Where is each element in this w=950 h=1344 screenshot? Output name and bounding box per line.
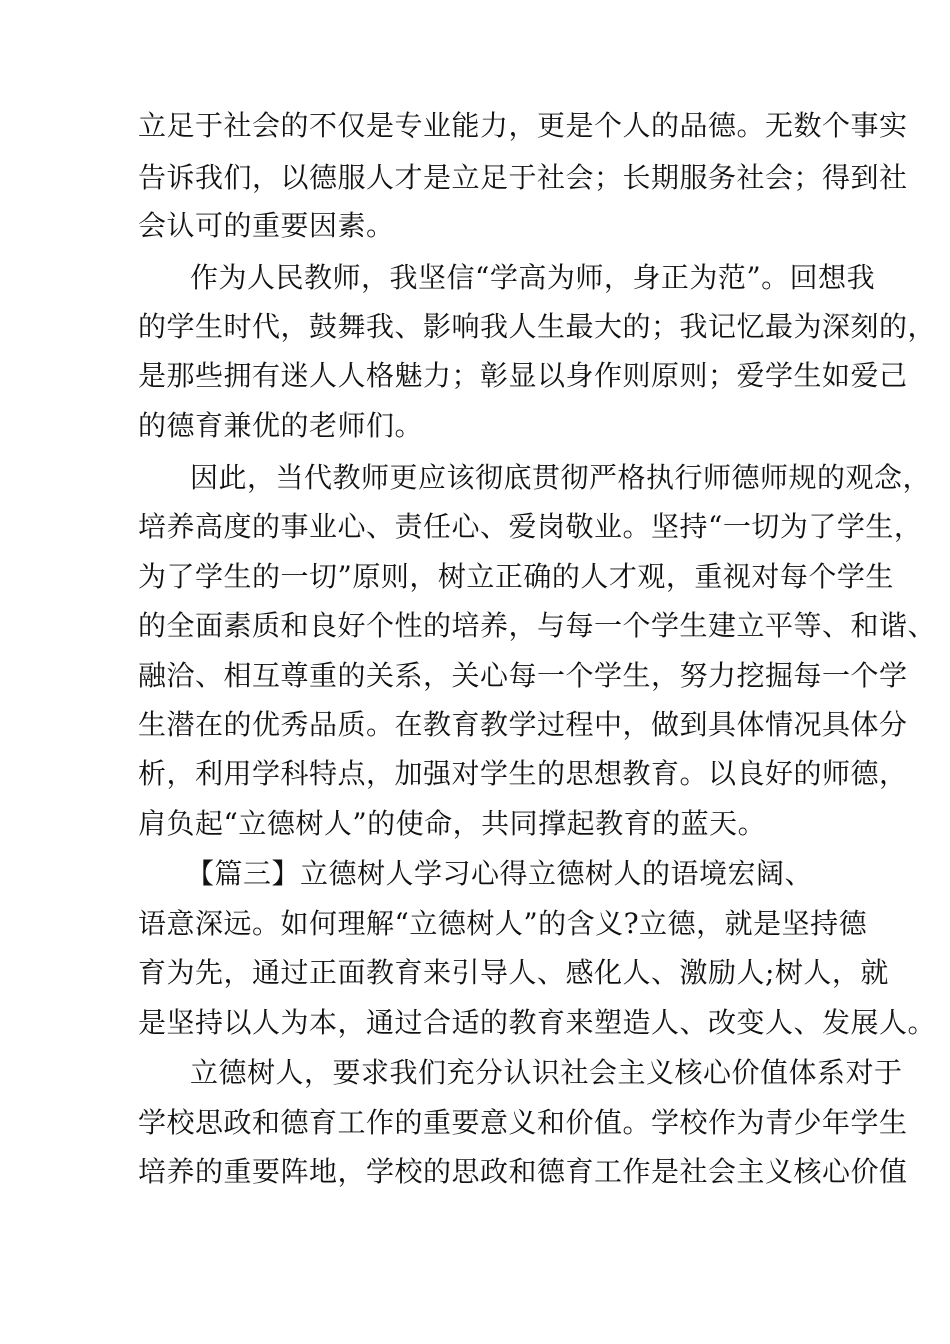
text-line: 因此，当代教师更应该彻底贯彻严格执行师德师规的观念， [190, 461, 932, 494]
text-line: 为了学生的一切”原则，树立正确的人才观，重视对每个学生 [138, 560, 894, 593]
text-line: 作为人民教师，我坚信“学高为师，身正为范”。回想我 [190, 261, 876, 294]
text-line: 是那些拥有迷人人格魅力；彰显以身作则原则；爱学生如爱己 [138, 359, 908, 392]
text-line: 肩负起“立德树人”的使命，共同撑起教育的蓝天。 [138, 807, 767, 840]
text-line: 的全面素质和良好个性的培养，与每一个学生建立平等、和谐、 [138, 609, 937, 642]
text-line: 是坚持以人为本，通过合适的教育来塑造人、改变人、发展人。 [138, 1006, 937, 1039]
text-line: 培养高度的事业心、责任心、爱岗敬业。坚持“一切为了学生， [138, 510, 923, 543]
text-line: 语意深远。如何理解“立德树人”的含义?立德，就是坚持德 [138, 907, 868, 940]
text-line: 学校思政和德育工作的重要意义和价值。学校作为青少年学生 [138, 1106, 908, 1139]
text-line: 立德树人，要求我们充分认识社会主义核心价值体系对于 [190, 1056, 903, 1089]
text-line: 告诉我们，以德服人才是立足于社会；长期服务社会；得到社 [138, 161, 908, 194]
text-line: 的德育兼优的老师们。 [138, 409, 424, 442]
text-line: 的学生时代，鼓舞我、影响我人生最大的；我记忆最为深刻的， [138, 310, 937, 343]
text-line: 析，利用学科特点，加强对学生的思想教育。以良好的师德， [138, 757, 908, 790]
text-line: 育为先，通过正面教育来引导人、感化人、激励人;树人，就 [138, 956, 889, 989]
text-line: 培养的重要阵地，学校的思政和德育工作是社会主义核心价值 [138, 1155, 908, 1188]
text-line: 融洽、相互尊重的关系，关心每一个学生，努力挖掘每一个学 [138, 659, 908, 692]
text-line: 会认可的重要因素。 [138, 209, 395, 242]
section-heading: 【篇三】立德树人学习心得立德树人的语境宏阔、 [186, 857, 814, 890]
text-line: 立足于社会的不仅是专业能力，更是个人的品德。无数个事实 [138, 109, 908, 142]
text-line: 生潜在的优秀品质。在教育教学过程中，做到具体情况具体分 [138, 708, 908, 741]
